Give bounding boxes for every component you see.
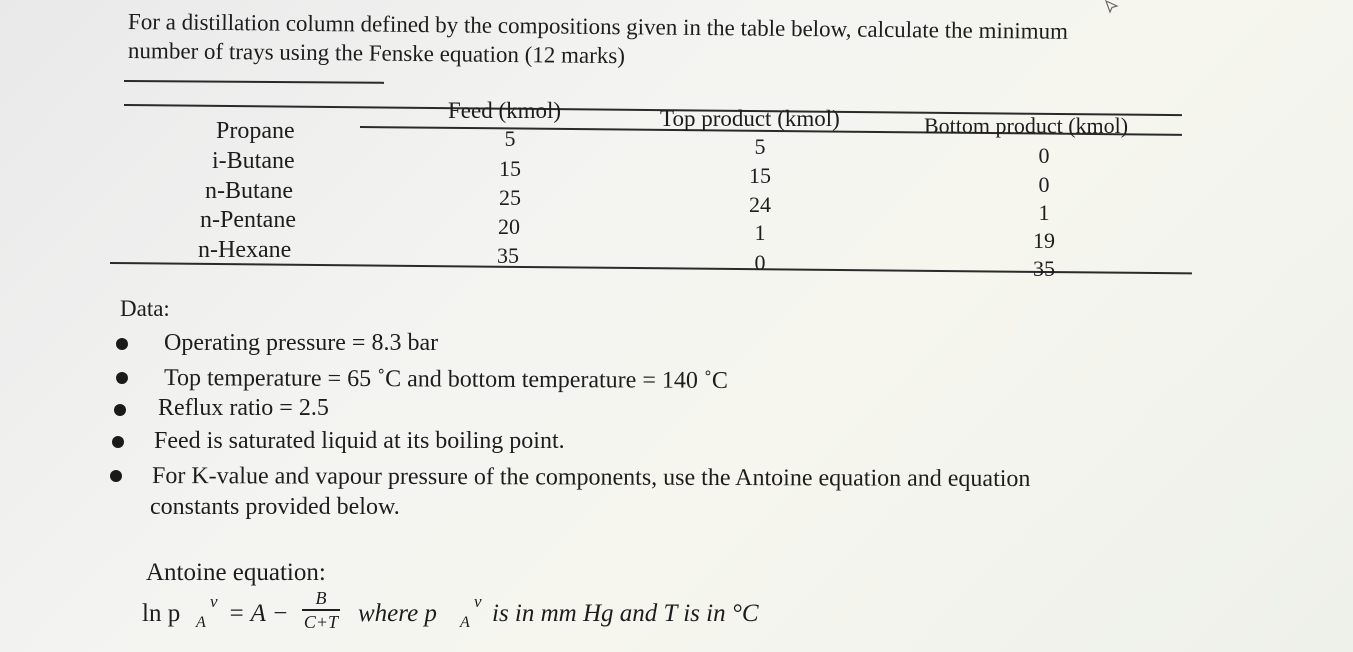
feed-value: 5 (504, 126, 516, 151)
subscript-a-2: A (460, 614, 470, 631)
superscript-v-2: v (474, 592, 482, 611)
bullet-icon (116, 338, 128, 350)
bottom-product-value: 19 (1033, 228, 1055, 253)
table-header-bottom-product: Bottom product (kmol) (924, 113, 1129, 138)
ln-p-text: ln p (142, 600, 181, 627)
top-product-value: 1 (754, 220, 766, 245)
data-label: Data: (120, 296, 170, 321)
component-name: Propane (216, 118, 295, 144)
bottom-product-value: 0 (1038, 143, 1050, 168)
fraction-bar (302, 609, 340, 611)
fraction-numerator: B (315, 588, 327, 608)
table-header-top-product: Top product (kmol) (660, 106, 840, 131)
antoine-label: Antoine equation: (146, 559, 326, 586)
bottom-product-value: 0 (1038, 172, 1050, 197)
data-item: Operating pressure = 8.3 bar (164, 330, 439, 356)
fraction-denominator: C+T (303, 611, 339, 632)
bullet-icon (116, 372, 128, 384)
component-name: n-Butane (205, 178, 293, 204)
bottom-product-value: 35 (1033, 256, 1055, 281)
data-item: Top temperature = 65 ˚C and bottom temperature = 140 ˚C (163, 365, 728, 394)
component-name: i-Butane (212, 148, 295, 174)
data-item: Reflux ratio = 2.5 (158, 395, 329, 421)
feed-value: 15 (499, 156, 521, 181)
bullet-icon (110, 470, 122, 482)
antoine-equation (142, 588, 842, 642)
question-line-2: number of trays using the Fenske equation (12 marks) (127, 38, 626, 69)
feed-value: 20 (498, 214, 520, 239)
top-product-value: 0 (754, 250, 766, 275)
subscript-a: A (196, 614, 206, 631)
bottom-product-value: 1 (1038, 200, 1050, 225)
superscript-v: v (210, 592, 218, 611)
bullet-icon (114, 404, 126, 416)
component-name: n-Pentane (200, 207, 296, 233)
feed-value: 25 (499, 185, 521, 210)
table-rule-top-left (124, 80, 384, 84)
data-item-continuation: constants provided below. (150, 494, 400, 520)
units-text: is in mm Hg and T is in °C (492, 600, 759, 627)
equals-a-minus: = A − (228, 600, 289, 627)
feed-value: 35 (497, 243, 519, 268)
table-header-feed: Feed (kmol) (448, 98, 562, 123)
top-product-value: 15 (749, 163, 771, 188)
bullet-icon (112, 436, 124, 448)
data-item: For K-value and vapour pressure of the components, use the Antoine equation and equation (151, 463, 1031, 493)
top-product-value: 5 (754, 134, 766, 159)
mouse-cursor-icon (1104, 0, 1120, 14)
question-line-1: For a distillation column defined by the compositions given in the table below, calculate the minimum (127, 9, 1069, 44)
component-name: n-Hexane (198, 237, 292, 263)
where-p-text: where p (358, 600, 437, 627)
top-product-value: 24 (749, 192, 771, 217)
fraction (302, 588, 340, 632)
data-item: Feed is saturated liquid at its boiling point. (154, 428, 565, 454)
